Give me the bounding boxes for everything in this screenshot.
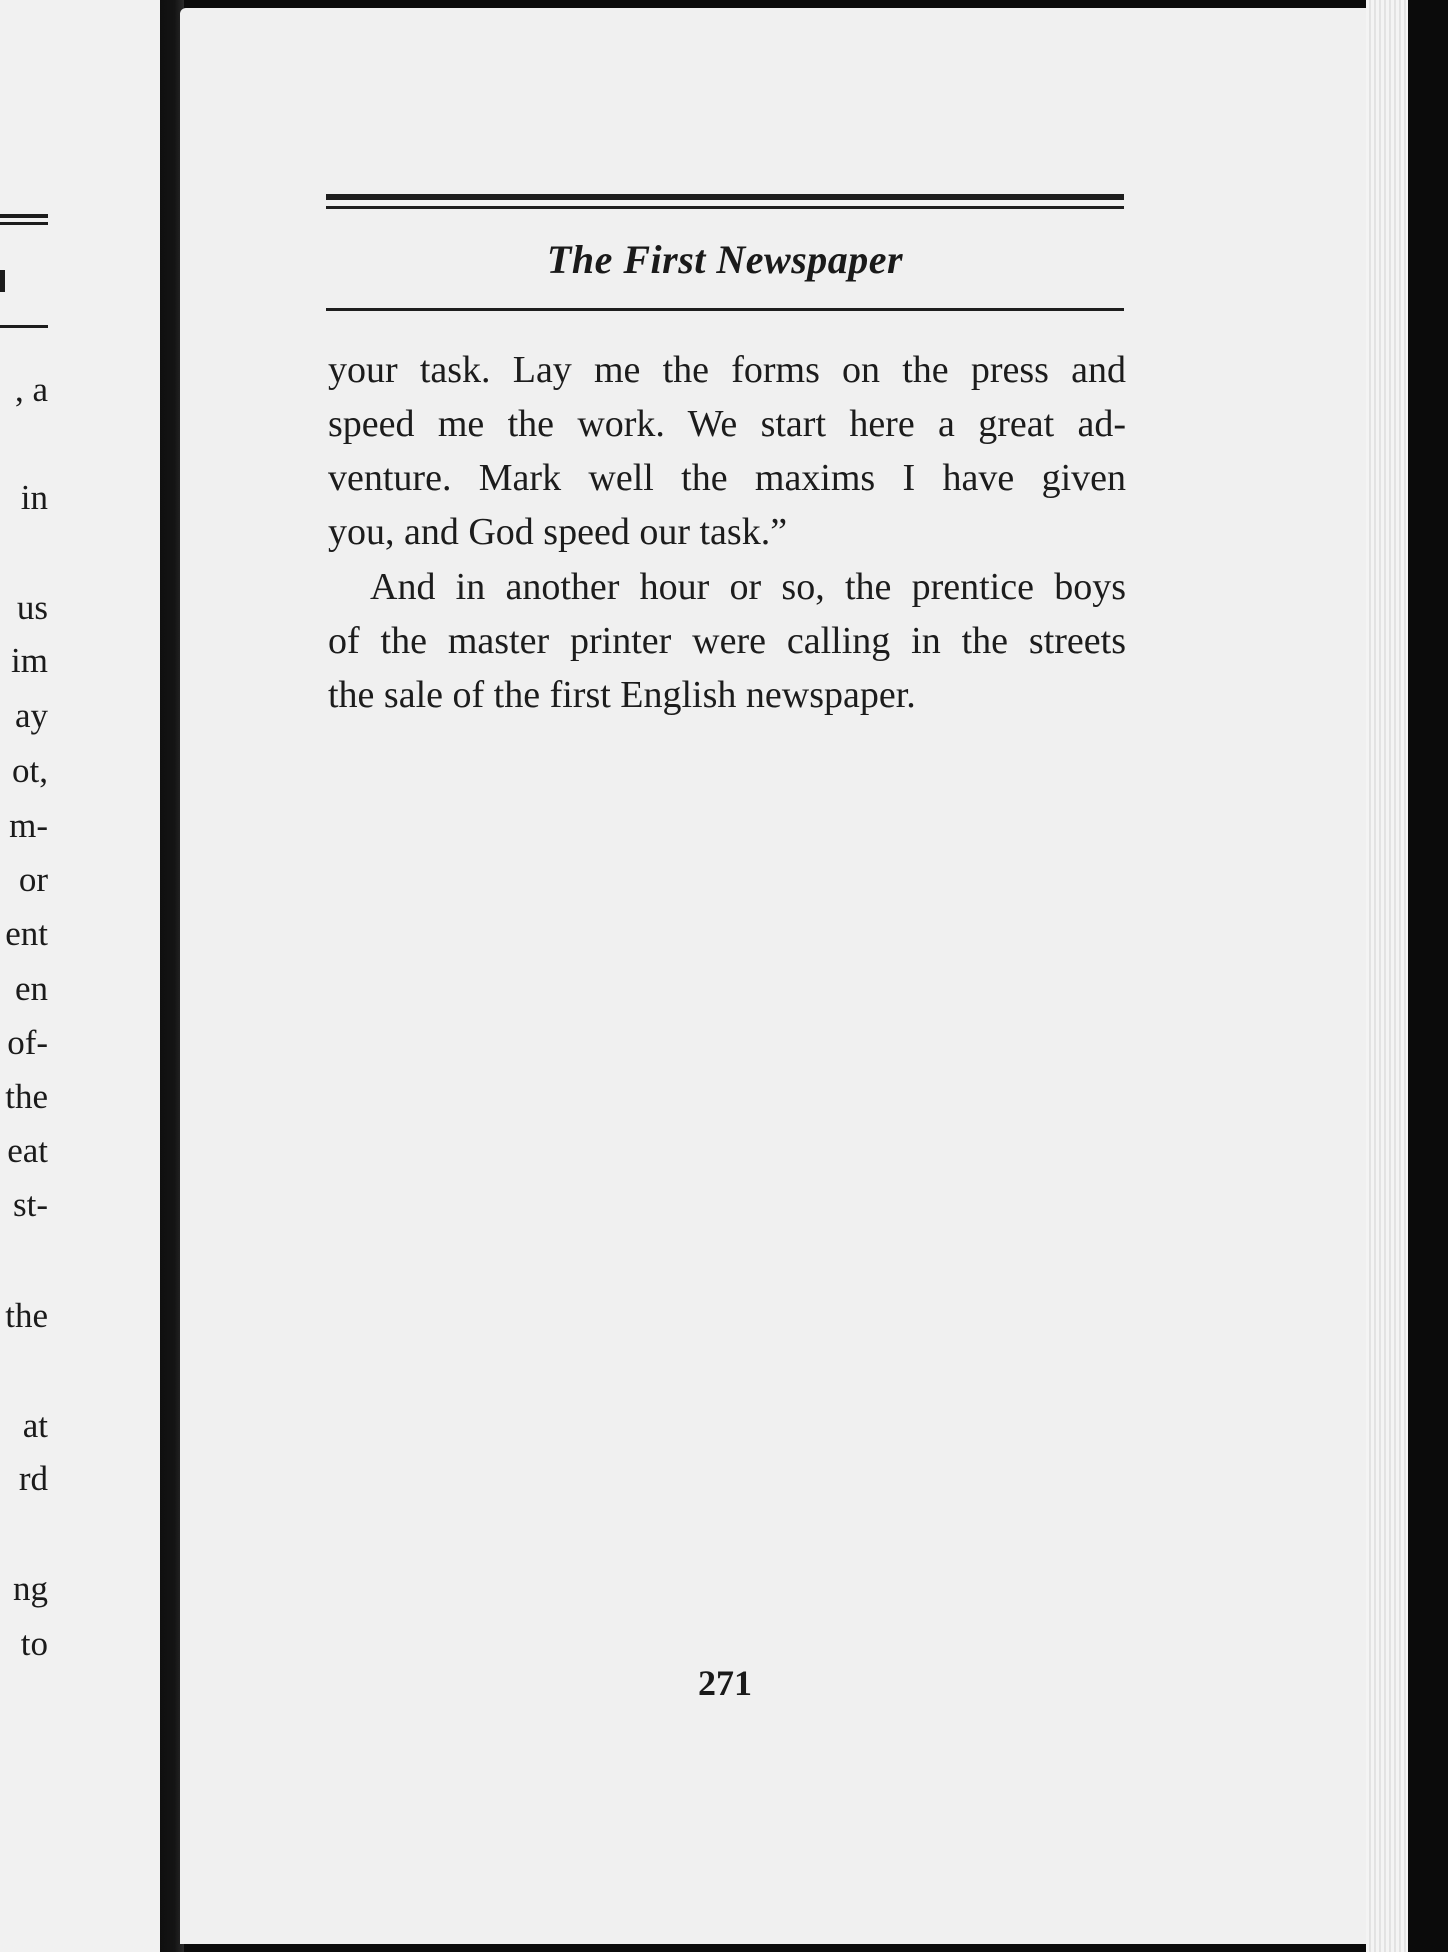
left-page-line: us (16, 588, 48, 627)
background-edge (1408, 0, 1448, 1952)
left-page-line: of- (7, 1023, 48, 1062)
left-page-line: ot, (12, 751, 48, 790)
left-page-line: the (5, 1077, 48, 1116)
left-page-line: ay (14, 696, 48, 735)
page-right (180, 8, 1398, 1944)
left-page-line: m- (9, 806, 48, 845)
body-text-line: the sale of the first English newspaper. (328, 674, 916, 716)
left-page-line: the (5, 1296, 48, 1335)
body-text-line: your task. Lay me the forms on the press and (328, 349, 1126, 391)
left-page-header-italic-mark (0, 270, 5, 292)
left-page-line: at (22, 1406, 48, 1445)
body-text-line: of the master printer were calling in the streets (328, 620, 1126, 662)
facing-page-left (0, 0, 166, 1952)
page-number: 271 (698, 1663, 752, 1703)
body-text-line: venture. Mark well the maxims I have given (328, 457, 1126, 499)
left-page-line: , a (14, 370, 48, 409)
header-thin-rule (326, 206, 1124, 209)
left-page-header-rule (0, 325, 48, 328)
left-page-line: ng (13, 1569, 48, 1608)
left-page-line: or (18, 860, 48, 899)
left-page-line: ent (5, 914, 48, 953)
left-page-line: rd (18, 1459, 48, 1498)
body-text-line: you, and God speed our task.” (328, 511, 788, 553)
left-page-line: to (20, 1624, 48, 1663)
left-page-line: st- (13, 1185, 48, 1224)
page-edge-stack (1366, 0, 1414, 1952)
header-bottom-rule (326, 308, 1124, 311)
left-page-double-rule-top (0, 214, 48, 218)
left-page-double-rule-bottom (0, 222, 48, 225)
body-text-line: And in another hour or so, the prentice boys (370, 566, 1126, 608)
left-page-line: en (14, 969, 48, 1008)
left-page-line: in (20, 478, 48, 517)
header-thick-rule (326, 194, 1124, 200)
left-page-line: im (11, 641, 48, 680)
body-text-line: speed me the work. We start here a great ad- (328, 403, 1126, 445)
left-page-line: eat (7, 1131, 48, 1170)
running-head: The First Newspaper (546, 237, 904, 282)
